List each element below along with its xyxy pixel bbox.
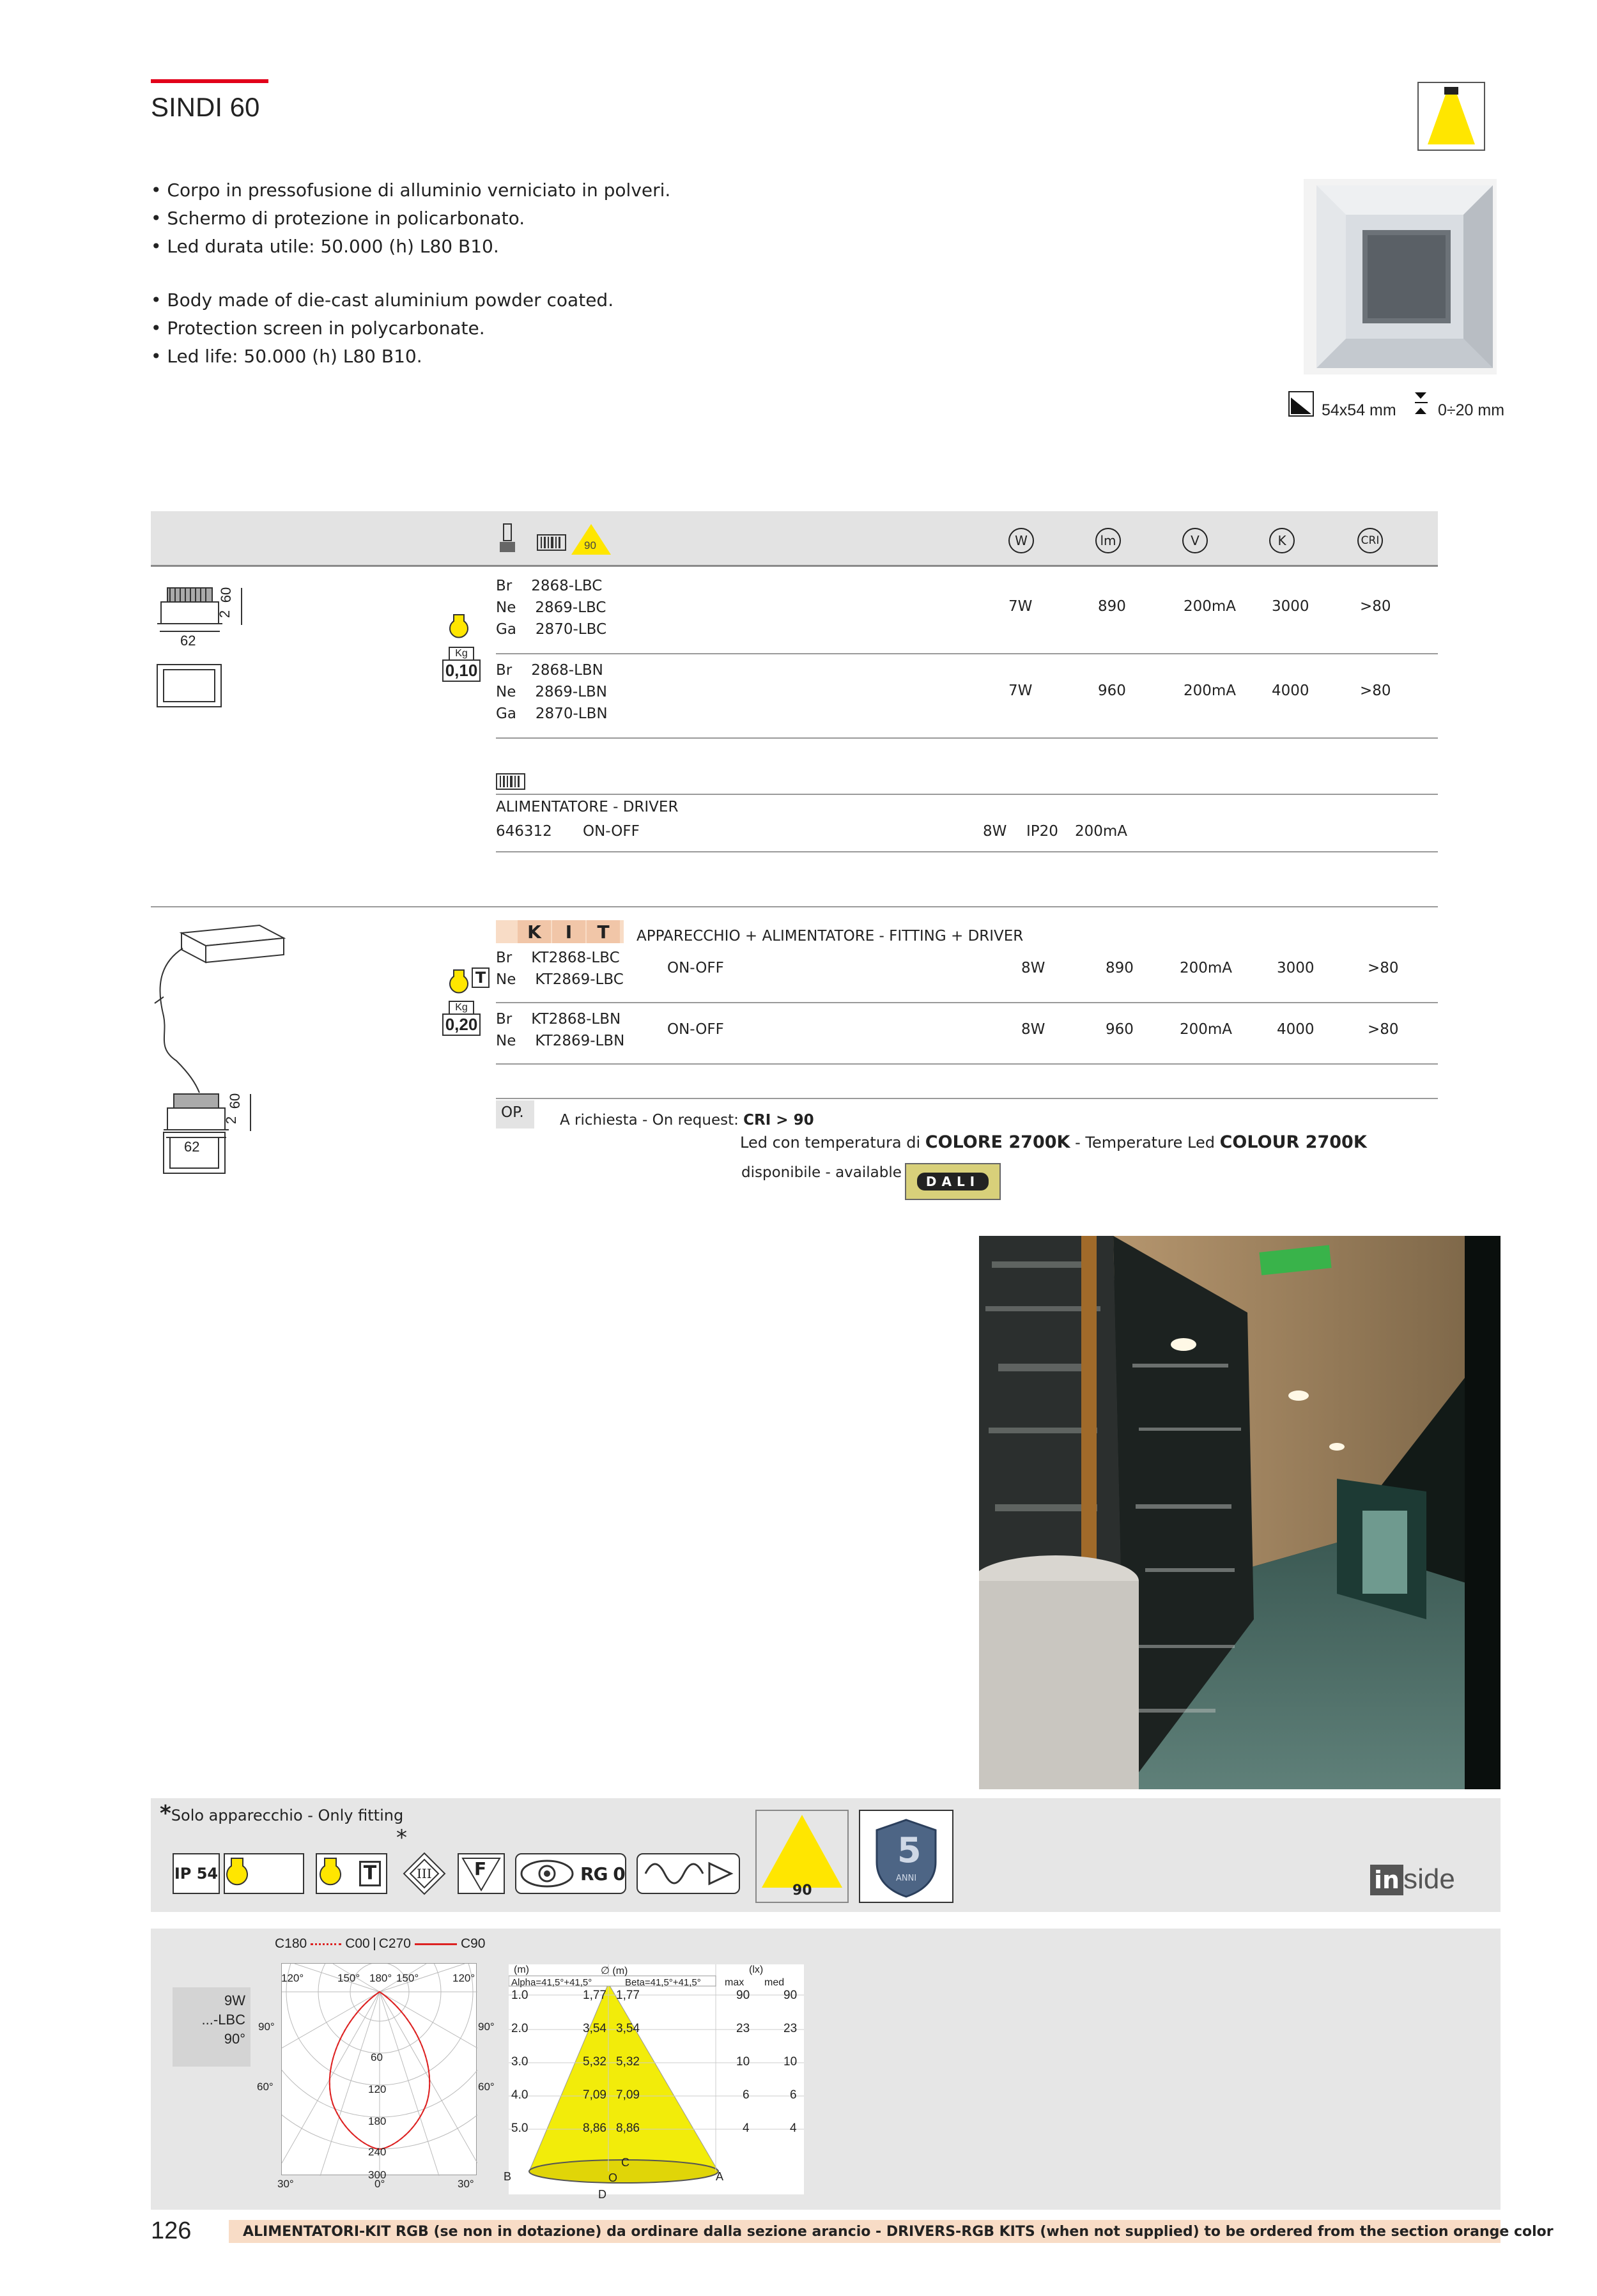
options-text: - Temperature Led (1070, 1134, 1220, 1152)
logo-side: side (1403, 1863, 1455, 1895)
product-code: KT2869-LBN (535, 1033, 625, 1049)
thickness-icon (1414, 391, 1433, 415)
cone-letter: D (598, 2188, 606, 2201)
feature-item: • Led life: 50.000 (h) L80 B10. (151, 346, 422, 367)
row-divider (496, 737, 1438, 739)
product-code: 2870-LBC (535, 621, 607, 638)
current-value: 200mA (1180, 1021, 1233, 1038)
product-code: KT2869-LBC (535, 971, 624, 988)
lux-med: 6 (790, 2088, 797, 2102)
page-number: 126 (151, 2217, 192, 2244)
spec-beam: 90° (224, 2031, 245, 2047)
options-line-3: disponibile - available (741, 1164, 902, 1181)
options-text: A richiesta - On request: (560, 1112, 744, 1129)
page-title: SINDI 60 (151, 92, 260, 122)
watt-value: 7W (1008, 598, 1033, 615)
product-photo (1304, 179, 1497, 374)
max-label: max (725, 1977, 744, 1988)
finish-codes (496, 575, 606, 640)
barcode-icon (537, 534, 566, 551)
polar-angle-label: 60° (478, 2081, 495, 2093)
height-value: 4.0 (511, 2088, 528, 2102)
lux-med: 90 (783, 1989, 798, 2002)
kit-title: APPARECCHIO + ALIMENTATORE - FITTING + DRIVER (636, 928, 1024, 944)
options-emphasis: CRI > 90 (743, 1112, 814, 1129)
weight-badge-2 (442, 1001, 481, 1038)
weight-unit: Kg (449, 647, 474, 659)
dotted-red-line (311, 1943, 341, 1945)
lux-med: 4 (790, 2122, 797, 2135)
driver-top-rule (496, 794, 1438, 795)
bulb-icon (447, 613, 470, 640)
lumen-icon: lm (1095, 528, 1121, 553)
kelvin-value: 4000 (1272, 682, 1309, 699)
options-text: Led con temperatura di (740, 1134, 925, 1152)
f-mark-label: F (474, 1858, 487, 1879)
alpha-label: Alpha=41,5°+41,5° (511, 1977, 592, 1988)
finish: Ga (496, 705, 516, 722)
dali-badge (905, 1163, 1001, 1200)
class-iii-icon (403, 1852, 446, 1895)
finish: Ne (496, 971, 516, 988)
cone-unit-label: (lx) (749, 1964, 764, 1975)
section-separator (151, 906, 1438, 907)
thickness-dimension: 0÷20 mm (1438, 401, 1505, 419)
cone-letter: B (504, 2170, 512, 2183)
feature-item: • Protection screen in polycarbonate. (151, 318, 485, 339)
lumen-value: 890 (1098, 598, 1126, 615)
drawing-width-label: 62 (180, 633, 196, 649)
cone-letter: A (716, 2170, 724, 2183)
product-code: 2868-LBC (531, 578, 603, 594)
beta-diameter: 5,32 (616, 2055, 640, 2069)
height-value: 2.0 (511, 2022, 528, 2035)
options-rule (496, 1098, 1438, 1099)
ip-rating-icon: IP 54 (173, 1853, 220, 1894)
finish: Br (496, 950, 513, 966)
kelvin-value: 4000 (1277, 1021, 1315, 1038)
bulb-t-icon (316, 1853, 387, 1894)
finish-codes (496, 659, 608, 725)
t-mark: T (359, 1861, 381, 1886)
driver-watt: 8W (983, 823, 1007, 840)
driver-bottom-rule (496, 851, 1438, 852)
drawing-depth-label: 2 (217, 610, 233, 619)
class-iii-label: III (417, 1866, 432, 1881)
product-code: 2869-LBN (535, 684, 607, 700)
height-value: 1.0 (511, 1989, 528, 2002)
cone-letter: C (621, 2156, 629, 2169)
table-header-rule (151, 565, 1438, 567)
polar-angle-label: 30° (458, 2178, 474, 2190)
options-emphasis: COLOUR 2700K (1219, 1132, 1367, 1152)
cutout-icon (1288, 391, 1314, 417)
drawing-height-label: 60 (227, 1093, 243, 1109)
legend-c00: C00 (345, 1936, 370, 1951)
kit-letter: T (587, 920, 620, 943)
kelvin-value: 3000 (1272, 598, 1309, 615)
product-code: 2868-LBN (531, 662, 603, 679)
watt-icon: W (1008, 528, 1034, 553)
polar-value-label: 60 (371, 2051, 383, 2063)
photobiological-risk-icon (515, 1853, 626, 1894)
polar-value-label: 300 (368, 2169, 387, 2181)
polar-value-label: 120 (368, 2083, 387, 2095)
polar-angle-label: 30° (277, 2178, 294, 2190)
spec-power: 9W (224, 1992, 245, 2008)
driver-code: 646312 (496, 823, 552, 840)
spec-model: ...-LBC (201, 2012, 245, 2028)
finish-codes (496, 1008, 624, 1052)
weight-badge-1 (442, 647, 481, 684)
logo-in: in (1370, 1865, 1403, 1895)
legend-c180: C180 (275, 1936, 307, 1951)
finish-codes (496, 947, 624, 990)
icon-bar-note (160, 1801, 403, 1826)
product-code: 2869-LBC (535, 599, 606, 616)
star-marker-icon: * (396, 1825, 407, 1851)
cri-value: >80 (1368, 960, 1399, 976)
current-value: 200mA (1180, 960, 1233, 976)
kit-row (496, 947, 1438, 1005)
alpha-diameter: 5,32 (583, 2055, 606, 2069)
height-value: 5.0 (511, 2122, 528, 2135)
cone-unit-label: (m) (514, 1964, 529, 1975)
beta-diameter: 1,77 (616, 1989, 640, 2002)
options-line-1 (560, 1112, 814, 1129)
cone-diagram (509, 1964, 804, 2194)
alpha-diameter: 7,09 (583, 2088, 606, 2102)
polar-angle-label: 120° (452, 1972, 475, 1984)
bulb-icon (447, 969, 470, 996)
row-divider (496, 1063, 1438, 1065)
photometry-spec (173, 1987, 251, 2067)
polar-grid (282, 1964, 477, 2176)
polar-angle-label: 90° (258, 2021, 275, 2033)
driver-type: ON-OFF (583, 823, 640, 840)
cri-value: >80 (1368, 1021, 1399, 1038)
inside-logo (1370, 1863, 1455, 1895)
dali-label: DALI (917, 1173, 989, 1190)
watt-value: 8W (1021, 960, 1045, 976)
table-header-band (151, 511, 1438, 565)
kit-type: ON-OFF (667, 1021, 724, 1038)
front-view-2 (162, 1130, 226, 1176)
lux-med: 23 (783, 2022, 798, 2035)
warranty-sub: ANNI (896, 1874, 917, 1883)
alpha-diameter: 8,86 (583, 2122, 606, 2135)
finish: Br (496, 662, 513, 679)
beta-label: Beta=41,5°+41,5° (625, 1977, 701, 1988)
cri-value: >80 (1360, 598, 1391, 615)
feature-item: • Schermo di protezione in policarbonato. (151, 208, 525, 229)
polar-diagram (281, 1963, 477, 2175)
drawing-height-label: 60 (218, 587, 235, 603)
installation-photo (979, 1236, 1501, 1789)
legend-c90: C90 (460, 1936, 486, 1951)
footer-note-text: ALIMENTATORI-KIT RGB (se non in dotazione) da ordinare dalla sezione arancio - DRIVERS-RGB KITS (when not supplied) to be ordered from the section orange color (243, 2223, 1554, 2240)
options-line-2 (740, 1132, 1367, 1152)
polar-angle-label: 90° (478, 2021, 495, 2033)
kit-row (496, 1008, 1438, 1066)
beam-angle-label: 90 (792, 1883, 812, 1899)
product-code: KT2868-LBN (531, 1011, 621, 1028)
options-emphasis: COLORE 2700K (925, 1132, 1070, 1152)
beta-diameter: 8,86 (616, 2122, 640, 2135)
current-value: 200mA (1184, 682, 1237, 699)
finish: Br (496, 1011, 513, 1028)
cone-unit-label: ∅ (m) (601, 1966, 628, 1976)
warranty-number: 5 (897, 1830, 922, 1870)
cutout-dimension: 54x54 mm (1322, 401, 1396, 419)
warranty-icon (859, 1810, 953, 1903)
photometry-legend (275, 1936, 485, 1952)
lux-max: 23 (736, 2022, 750, 2035)
row-divider (496, 653, 1438, 654)
lux-max: 10 (736, 2055, 750, 2069)
driver-barcode-icon (496, 773, 525, 790)
lux-max: 6 (743, 2088, 750, 2102)
beam-angle-icon (755, 1810, 849, 1903)
row-divider (496, 1002, 1438, 1003)
bulb-rating-icon (224, 1853, 304, 1894)
height-value: 3.0 (511, 2055, 528, 2069)
finish: Ne (496, 684, 516, 700)
footer-note (229, 2220, 1554, 2243)
feature-item: • Corpo in pressofusione di alluminio verniciato in polveri. (151, 180, 671, 201)
lumen-value: 960 (1106, 1021, 1134, 1038)
weight-unit: Kg (449, 1001, 474, 1013)
lux-max: 90 (736, 1989, 750, 2002)
features-english (151, 286, 613, 371)
cone-letter: O (608, 2171, 618, 2184)
cri-value: >80 (1360, 682, 1391, 699)
product-code: KT2868-LBC (531, 950, 620, 966)
title-accent-bar (151, 79, 268, 83)
legend-divider (374, 1938, 375, 1950)
alpha-diameter: 3,54 (583, 2022, 606, 2035)
beta-diameter: 3,54 (616, 2022, 640, 2035)
product-row (496, 659, 1438, 739)
polar-angle-label: 150° (337, 1972, 360, 1984)
polar-value-label: 180 (368, 2115, 387, 2127)
finish: Ne (496, 1033, 516, 1049)
finish: Ne (496, 599, 516, 616)
voltage-icon: V (1182, 528, 1208, 553)
kelvin-value: 3000 (1277, 960, 1315, 976)
lumen-value: 890 (1106, 960, 1134, 976)
kit-type: ON-OFF (667, 960, 724, 976)
polar-angle-label: 60° (257, 2081, 274, 2093)
polar-angle-label: 180° (369, 1972, 392, 1984)
t-mark-icon: T (472, 967, 490, 988)
lux-max: 4 (743, 2122, 750, 2135)
ac-driver-icon (636, 1853, 740, 1894)
polar-angle-label: 0° (374, 2178, 385, 2190)
options-label-box: OP. (496, 1100, 534, 1129)
weight-value: 0,20 (442, 1013, 481, 1036)
lamp-icon (496, 523, 519, 555)
star-marker: * (160, 1801, 171, 1826)
downlight-category-icon (1417, 82, 1485, 151)
solid-red-line (415, 1943, 457, 1945)
driver-title: ALIMENTATORE - DRIVER (496, 799, 679, 815)
features-italian (151, 176, 670, 261)
watt-value: 7W (1008, 682, 1033, 699)
polar-angle-label: 120° (281, 1972, 304, 1984)
drawing-width-label: 62 (184, 1139, 200, 1155)
kit-letter: I (552, 920, 585, 943)
kelvin-icon: K (1269, 528, 1295, 553)
lux-med: 10 (783, 2055, 798, 2069)
note-text: Solo apparecchio - Only fitting (171, 1807, 404, 1824)
cri-beam-value: 90 (584, 539, 596, 551)
feature-item: • Led durata utile: 50.000 (h) L80 B10. (151, 236, 499, 257)
legend-c270: C270 (378, 1936, 411, 1951)
rg0-label: RG 0 (580, 1863, 625, 1884)
feature-item: • Body made of die-cast aluminium powder coated. (151, 289, 614, 311)
f-mark-icon (458, 1853, 505, 1894)
cri-beam-badge (570, 523, 612, 556)
drawing-depth-label: 2 (223, 1116, 240, 1125)
weight-value: 0,10 (442, 659, 481, 682)
finish: Ga (496, 621, 516, 638)
product-row (496, 575, 1438, 654)
polar-angle-label: 150° (396, 1972, 419, 1984)
driver-ip: IP20 (1026, 823, 1058, 840)
finish: Br (496, 578, 513, 594)
alpha-diameter: 1,77 (583, 1989, 606, 2002)
technical-drawing-1 (153, 580, 256, 708)
kit-letter: K (518, 920, 551, 943)
cri-icon: CRI (1357, 528, 1383, 553)
watt-value: 8W (1021, 1021, 1045, 1038)
driver-current: 200mA (1075, 823, 1128, 840)
current-value: 200mA (1184, 598, 1237, 615)
product-code: 2870-LBN (535, 705, 608, 722)
polar-value-label: 240 (368, 2146, 387, 2158)
med-label: med (764, 1977, 785, 1988)
lumen-value: 960 (1098, 682, 1126, 699)
beta-diameter: 7,09 (616, 2088, 640, 2102)
